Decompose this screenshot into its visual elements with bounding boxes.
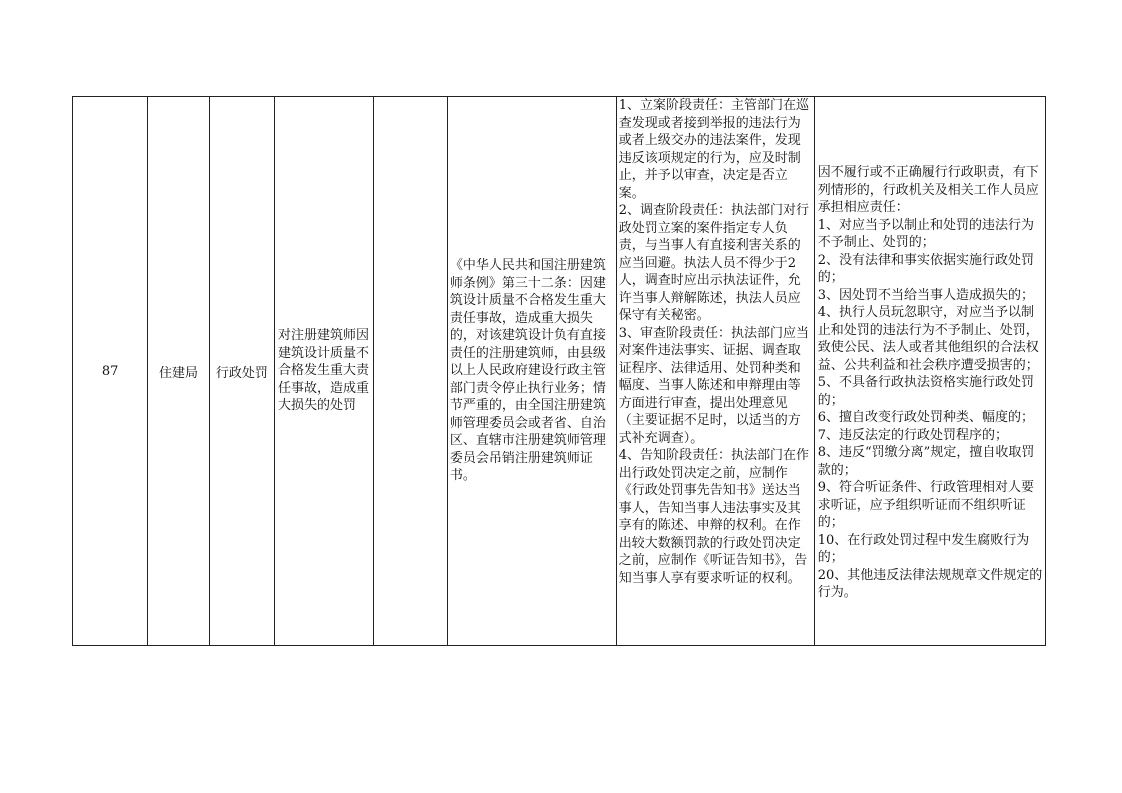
accountability-item: 5、不具备行政执法资格实施行政处罚的； [817, 375, 1035, 408]
accountability-item: 1、对应当予以制止和处罚的违法行为不予制止、处罚的； [817, 217, 1035, 251]
responsibility-cell [616, 97, 814, 646]
legal-basis-cell [447, 97, 616, 646]
accountability-item: 2、没有法律和事实依据实施行政处罚的； [817, 252, 1035, 286]
row-number-cell [73, 97, 148, 646]
accountability-item: 因不履行或不正确履行行政职责，有下列情形的，行政机关及相关工作人员应承担相应责任： [817, 165, 1039, 216]
row-number: 87 [101, 363, 119, 379]
department-cell [148, 97, 209, 646]
accountability-item: 4、执行人员玩忽职守，对应当予以制止和处罚的违法行为不予制止、处罚，致使公民、法人或者其他组织的合法权益、公共利益和社会秩序遭受损害的； [817, 305, 1039, 373]
responsibility-list [617, 97, 814, 645]
accountability-item: 8、违反“罚缴分离”规定，擅自收取罚款的； [817, 445, 1035, 478]
responsibility-item: 1、立案阶段责任：主管部门在巡查发现或者接到举报的违法行为或者上级交办的违法案件，发现违反该项规定的行为，应及时制止，并予以审查，决定是否立案。 [618, 98, 810, 201]
power-type-cell [209, 97, 274, 646]
responsibility-item: 3、审查阶段责任：执法部门应当对案件违法事实、证据、调查取证程序、法律适用、处罚种类和幅度、当事人陈述和申辩理由等方面进行审查，提出处理意见（主要证据不足时，以适当的方式补充调查）。 [618, 325, 810, 446]
responsibility-item: 4、告知阶段责任：执法部门在作出行政处罚决定之前，应制作《行政处罚事先告知书》送达当事人，告知当事人违法事实及其享有的陈述、申辩的权利。在作出较大数额罚款的行政处罚决定之前，应制作《听证告知书》，告知当事人享有要求听证的权利。 [618, 448, 810, 586]
accountability-cell [814, 97, 1045, 646]
responsibility-item: 2、调查阶段责任：执法部门对行政处罚立案的案件指定专人负责，与当事人有直接利害关系的应当回避。执法人员不得少于2人，调查时应出示执法证件，允许当事人辩解陈述，执法人员应保守有关秘密。 [618, 203, 810, 323]
accountability-item: 20、其他违反法律法规规章文件规定的行为。 [817, 567, 1043, 601]
item-name: 对注册建筑师因建筑设计质量不合格发生重大责任事故，造成重大损失的处罚 [278, 328, 370, 414]
accountability-item: 10、在行政处罚过程中发生腐败行为的； [817, 532, 1030, 566]
department: 住建局 [159, 365, 199, 381]
accountability-item: 9、符合听证条件、行政管理相对人要求听证，应予组织听证而不组织听证的； [817, 480, 1035, 531]
accountability-item: 3、因处罚不当给当事人造成损失的； [817, 287, 1035, 303]
sub-item-cell [373, 97, 447, 646]
power-list-table [72, 96, 1046, 646]
power-type: 行政处罚 [215, 365, 268, 381]
accountability-item: 6、擅自改变行政处罚种类、幅度的； [817, 410, 1035, 426]
legal-basis: 《中华人民共和国注册建筑师条例》第三十二条：因建筑设计质量不合格发生重大责任事故，造成重大损失的，对该建筑设计负有直接责任的注册建筑师，由县级以上人民政府建设行政主管部门责令停止执行业务；情节严重的，由全国注册建筑师管理委员会或者省、自治区、直辖市注册建筑师管理委员会吊销注册建筑师证书。 [449, 258, 606, 484]
accountability-item: 7、违反法定的行政处罚程序的； [817, 427, 1009, 443]
accountability-list [815, 140, 1045, 602]
item-name-cell [275, 97, 374, 646]
table-row [73, 97, 1046, 646]
